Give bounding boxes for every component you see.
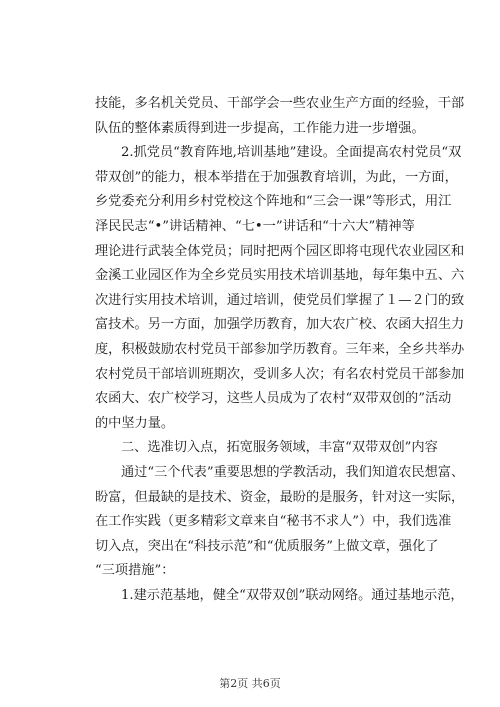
- text-line: 金溪工业园区作为全乡党员实用技术培训基地，每年集中五、六: [95, 268, 465, 284]
- text-line: 的中坚力量。: [95, 415, 175, 431]
- text-line: 农函大、农广校学习，这些人员成为了农村“双带双创的”活动: [95, 391, 452, 407]
- text-line: 盼富，但最缺的是技术、资金，最盼的是服务，针对这一实际，: [95, 489, 465, 505]
- text-line: 1.建示范基地，健全“双带双创”联动网络。通过基地示范，: [121, 587, 464, 603]
- page-footer: 第2页 共6页: [219, 677, 281, 690]
- text-line: 次进行实用技术培训，通过培训，使党员们掌握了１—２门的致: [95, 292, 465, 308]
- text-line: 在工作实践（更多精彩文章来自“秘书不求人”）中，我们选准: [95, 514, 452, 530]
- body-text: [95, 92, 465, 608]
- text-line: 队伍的整体素质得到进一步提高，工作能力进一步增强。: [95, 120, 425, 136]
- text-line: “三项措施”：: [95, 563, 175, 579]
- section-heading: 二、选准切入点，拓宽服务领域，丰富“双带双创”内容: [121, 440, 438, 456]
- text-line: 乡党委充分利用乡村党校这个阵地和“三会一课”等形式，用江: [95, 194, 452, 210]
- text-line: 农村党员干部培训班期次，受训多人次；有名农村党员干部参加: [95, 366, 465, 382]
- text-line: 2.抓党员“教育阵地,培训基地”建设。全面提高农村党员“双: [121, 145, 462, 161]
- text-line: 理论进行武装全体党员；同时把两个园区即将屯现代农业园区和: [95, 243, 465, 259]
- text-line: 度，积极鼓励农村党员干部参加学历教育。三年来，全乡共举办: [95, 341, 465, 357]
- text-line: 通过“三个代表”重要思想的学教活动，我们知道农民想富、: [121, 464, 465, 480]
- text-line: 泽民民志“•”讲话精神、“七•一”讲话和“十六大”精神等: [95, 218, 415, 234]
- text-line: 切入点，突出在“科技示范”和“优质服务”上做文章，强化了: [95, 538, 439, 554]
- text-line: 富技术。另一方面，加强学历教育，加大农广校、农函大招生力: [95, 317, 465, 333]
- text-line: 技能，多名机关党员、干部学会一些农业生产方面的经验，干部: [95, 96, 465, 111]
- text-line: 带双创”的能力，根本举措在于加强教育培训，为此，一方面，: [95, 169, 458, 185]
